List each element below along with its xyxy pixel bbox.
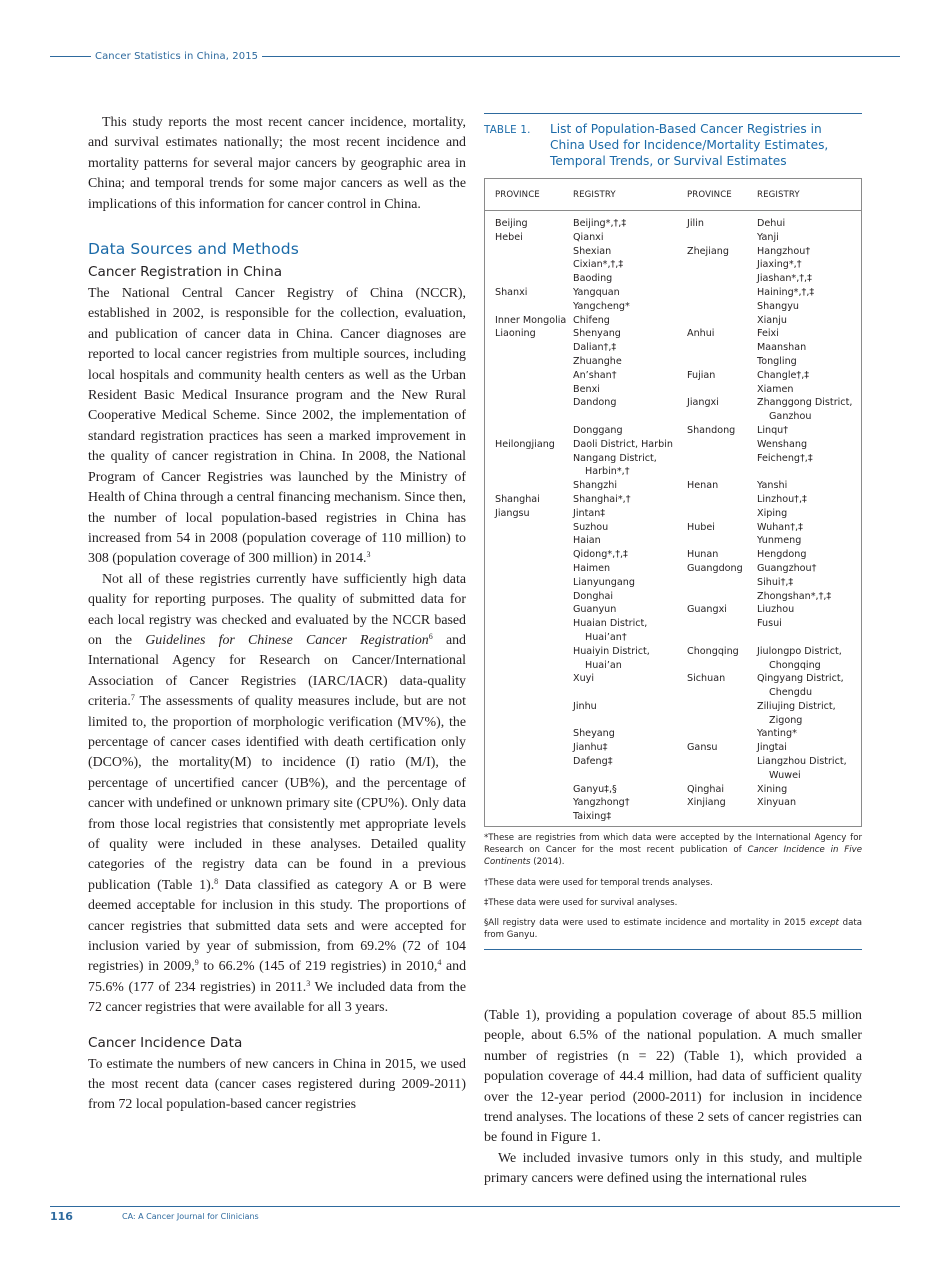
cell-province-2 [687, 576, 757, 590]
cell-registry-1: Qidong*,†,‡ [573, 549, 628, 561]
cell-registry-2: Changle†,‡ [757, 369, 810, 381]
cancer-registration-paragraph-2: Not all of these registries currently have sufficiently high data quality for reporting purposes. The quality of submitted data for each local registry was checked and evaluated by the NCCR based on the Guidelines for Chinese Cancer Registration$^6$ and International Agency for Research on Cancer/International Association of Cancer Registries (IARC/IACR) data-quality criteria.$^7$ The assessments of quality measures include, but are not limited to, the proportion of morphologic verification (MV%), the percentage of cancer cases identified with death certification only (DCO%), the mortality(M) to incidence (I) ratio (M/I), the percentage of uncertified cancer (UB%), and the percentage of cancer with undefined or unknown primary site (CPU%). Only data from those local registries that consistently met appropriate levels of quality were included in these analyses. Detailed quality categories of the registry data can be found in a previous publication (Table 1).$^8$ Data classified as category A or B were deemed acceptable for inclusion in this study. The proportions of cancer registries that submitted data sets and were accepted for inclusion varied by year of submission, from 69.2% (72 of 104 registries) in 2009,$^9$ to 66.2% (145 of 219 registries) in 2010,$^4$ and 75.6% (177 of 234 registries) in 2011.$^3$ We included data from the 72 cancer registries that were available for all 3 years. [88, 571, 467, 1016]
cell-province-2: Sichuan [687, 673, 726, 685]
cell-registry-1: Guanyun [573, 604, 617, 616]
cell-province-2 [687, 659, 757, 673]
table-row [485, 424, 861, 438]
cell-registry-2: Ganzhou [769, 411, 812, 423]
table-row [485, 603, 861, 617]
cell-province-1 [485, 700, 573, 714]
cell-province-1 [485, 617, 573, 631]
table-row [485, 396, 861, 410]
cell-registry-1: Huai’an [585, 659, 622, 671]
table-row [485, 245, 861, 259]
cell-registry-1: Dalian†,‡ [573, 342, 617, 354]
table-1 [484, 113, 862, 950]
cell-province-2 [687, 631, 757, 645]
reference-8[interactable]: 8 [214, 876, 219, 886]
cell-province-1 [485, 452, 573, 466]
cell-province-1 [485, 355, 573, 369]
cell-registry-1: Yangzhong† [573, 797, 630, 809]
cell-province-1: Liaoning [495, 328, 536, 340]
cell-province-2: Xinjiang [687, 797, 726, 809]
cell-province-1 [485, 672, 573, 686]
cell-registry-2: Zigong [769, 714, 803, 726]
cell-registry-1: Haimen [573, 562, 611, 574]
cell-registry-2: Zhanggong District, [757, 397, 853, 409]
table-top-rule [484, 113, 862, 114]
cell-registry-1: Shexian [573, 245, 612, 257]
table-bottom-rule [484, 949, 862, 950]
reference-7[interactable]: 7 [130, 693, 135, 703]
table-row [485, 231, 861, 245]
cell-registry-2: Ziliujing District, [757, 700, 836, 712]
cell-province-1 [485, 272, 573, 286]
cell-province-1 [485, 341, 573, 355]
cell-registry-2: Xianju [757, 314, 787, 326]
cell-province-1: Heilongjiang [495, 438, 555, 450]
cell-registry-1: Huaiyin District, [573, 645, 650, 657]
table-row [485, 769, 861, 783]
table-row [485, 272, 861, 286]
reference-3[interactable]: 3 [366, 550, 371, 560]
table-row [485, 286, 861, 300]
table-row [485, 714, 861, 728]
cell-registry-2: Maanshan [757, 342, 807, 354]
cell-registry-2 [757, 810, 861, 824]
header-province-2: PROVINCE [687, 189, 732, 200]
cell-province-2 [687, 465, 757, 479]
cell-registry-1: Zhuanghe [573, 355, 622, 367]
cell-registry-1: Harbin*,† [585, 466, 630, 478]
cell-province-1 [485, 769, 573, 783]
cell-province-1 [485, 741, 573, 755]
right-column-text [484, 1006, 862, 1190]
cell-registry-2: Xiamen [757, 383, 794, 395]
cell-registry-2: Yanshi [757, 480, 788, 492]
cell-province-2: Henan [687, 480, 719, 492]
cell-province-1: Hebei [495, 231, 523, 243]
cell-registry-1: Suzhou [573, 521, 609, 533]
subsection-heading-cancer-incidence: Cancer Incidence Data [88, 1034, 243, 1051]
table-row [485, 796, 861, 810]
cell-registry-2: Wuhan†,‡ [757, 521, 803, 533]
cell-province-1 [485, 534, 573, 548]
table-row [485, 631, 861, 645]
header-registry-2: REGISTRY [757, 189, 800, 200]
cancer-incidence-paragraph-1: To estimate the numbers of new cancers in China in 2015, we used the most recent data (cancer cases registered during 2009-2011) from 72 local population-based cancer registries [88, 1056, 466, 1113]
footnote-dagger: †These data were used for temporal trends analyses. [484, 877, 713, 888]
cell-registry-2: Wenshang [757, 438, 808, 450]
table-header-row [485, 179, 861, 211]
cell-province-2 [687, 286, 757, 300]
cell-province-1 [485, 576, 573, 590]
cell-province-1 [485, 783, 573, 797]
cell-registry-1: Sheyang [573, 728, 615, 740]
table-row [485, 576, 861, 590]
cell-province-2: Fujian [687, 369, 716, 381]
table-footnotes [484, 832, 862, 950]
cell-province-1 [485, 369, 573, 383]
cell-province-2 [687, 590, 757, 604]
cell-registry-2: Chongqing [769, 659, 821, 671]
cell-registry-1: Haian [573, 535, 601, 547]
cell-province-2 [687, 493, 757, 507]
cell-province-2 [687, 231, 757, 245]
cell-registry-2: Feixi [757, 328, 779, 340]
cell-registry-1: Xuyi [573, 673, 594, 685]
table-body [485, 211, 861, 826]
table-label: TABLE 1. [484, 124, 531, 136]
cell-registry-2: Yanji [757, 231, 779, 243]
cell-registry-1 [573, 686, 687, 700]
cell-province-2 [687, 810, 757, 824]
cell-registry-2: Sihui†,‡ [757, 576, 794, 588]
cell-registry-1 [573, 769, 687, 783]
cell-province-2: Hunan [687, 549, 719, 561]
cell-registry-1: Huai’an† [585, 631, 627, 643]
cell-province-2 [687, 617, 757, 631]
cell-province-1: Beijing [495, 218, 528, 229]
cell-registry-1: Taixing‡ [573, 811, 612, 823]
footnote-double-dagger: ‡These data were used for survival analyses. [484, 897, 678, 908]
intro-paragraph: This study reports the most recent cancer incidence, mortality, and survival estimates nationally; the most recent incidence and mortality patterns for several major cancers by geographic area in China; and temporal trends for some major cancers as well as the implications of this information for cancer control in China. [88, 115, 466, 212]
cell-registry-1: Lianyungang [573, 576, 635, 588]
cell-registry-2: Guangzhou† [757, 562, 817, 574]
running-head-rule-right [262, 56, 900, 57]
subsection-heading-cancer-registration: Cancer Registration in China [88, 264, 283, 281]
table-row [485, 617, 861, 631]
cell-province-1 [485, 465, 573, 479]
table-row [485, 314, 861, 328]
cell-registry-2: Chengdu [769, 687, 813, 699]
cell-registry-2: Linqu† [757, 424, 789, 436]
table-row [485, 534, 861, 548]
footnote-asterisk: *These are registries from which data were accepted by the International Agency for Research on Cancer for the most recent publication of Cancer Incidence in Five Continents (2014). [484, 833, 862, 868]
cell-registry-2: Xining [757, 783, 788, 795]
cell-registry-2 [757, 631, 861, 645]
cell-province-1 [485, 258, 573, 272]
cell-registry-1: Daoli District, Harbin [573, 438, 673, 450]
cell-registry-1: Dandong [573, 397, 617, 409]
cell-registry-2: Shangyu [757, 300, 799, 312]
table-row [485, 217, 861, 231]
table-row [485, 327, 861, 341]
cell-province-2 [687, 727, 757, 741]
reference-3b[interactable]: 3 [306, 978, 311, 988]
cell-province-2 [687, 700, 757, 714]
table-row [485, 479, 861, 493]
cell-province-2 [687, 383, 757, 397]
table-row [485, 783, 861, 797]
cell-province-2: Jilin [687, 218, 704, 229]
right-paragraph-2: We included invasive tumors only in this study, and multiple primary cancers were defined using the international rules [484, 1150, 862, 1187]
table-row [485, 410, 861, 424]
table-row [485, 383, 861, 397]
cell-province-2 [687, 769, 757, 783]
cell-registry-1: Jianhu‡ [573, 742, 608, 754]
cell-province-2: Gansu [687, 742, 718, 754]
cell-province-1 [485, 727, 573, 741]
cell-province-1: Jiangsu [495, 507, 530, 519]
cell-province-2: Shandong [687, 424, 736, 436]
cell-province-1 [485, 810, 573, 824]
journal-name: CA: A Cancer Journal for Clinicians [122, 1212, 259, 1221]
cell-province-1: Inner Mongolia [495, 314, 567, 326]
registry-table [484, 178, 862, 827]
cell-province-2 [687, 355, 757, 369]
footer-rule [50, 1206, 900, 1207]
cell-province-1 [485, 479, 573, 493]
cell-registry-2: Feicheng†,‡ [757, 452, 813, 464]
cell-registry-1: Ganyu‡,§ [573, 783, 617, 795]
cell-registry-1: An’shan† [573, 369, 617, 381]
table-row [485, 727, 861, 741]
cell-registry-1: Nangang District, [573, 452, 657, 464]
table-row [485, 438, 861, 452]
reference-4[interactable]: 4 [437, 958, 442, 968]
cell-registry-2: Jiulongpo District, [757, 645, 842, 657]
cell-registry-1: Shangzhi [573, 480, 618, 492]
table-row [485, 672, 861, 686]
table-row [485, 755, 861, 769]
cell-registry-2: Dehui [757, 218, 786, 229]
cell-registry-1: Huaian District, [573, 618, 648, 630]
cell-registry-1: Donggang [573, 424, 623, 436]
cell-registry-1: Shenyang [573, 328, 621, 340]
section-heading-data-sources: Data Sources and Methods [88, 240, 299, 259]
cell-province-2 [687, 314, 757, 328]
table-row [485, 741, 861, 755]
footnote-section: §All registry data were used to estimate incidence and mortality in 2015 except data from Ganyu. [484, 918, 862, 941]
cancer-registration-paragraph-1: The National Central Cancer Registry of China (NCCR), established in 2002, is responsible for the collection, evaluation, and publication of cancer data in China. Cancer diagnoses are reported to local cancer registries from multiple sources, including local hospitals and community health centers as well as the Urban Resident Basic Medical Insurance program and the New Rural Cooperative Medical Scheme. Since 2002, the implementation of standard registration practices has seen a marked improvement in the quality of cancer registration in China. In 2008, the National Program of Cancer Registries was launched by the Ministry of Health of China through a central financing mechanism. Since then, the number of local population-based registries in China has increased from 54 in 2008 (population coverage of 110 million) to 308 (population coverage of 300 million) in 2014.$^3$ [88, 286, 466, 567]
cell-province-2: Qinghai [687, 783, 725, 795]
table-caption [484, 121, 862, 169]
cell-province-2: Zhejiang [687, 245, 729, 257]
table-row [485, 521, 861, 535]
reference-9[interactable]: 9 [194, 958, 199, 968]
cell-registry-1: Yangcheng* [573, 300, 630, 312]
cell-registry-2: Xinyuan [757, 797, 797, 809]
cell-province-1 [485, 300, 573, 314]
cell-registry-2: Yunmeng [757, 535, 802, 547]
cell-registry-1: Baoding [573, 273, 613, 285]
table-row [485, 700, 861, 714]
table-row [485, 562, 861, 576]
running-head [50, 48, 900, 64]
cell-province-2 [687, 410, 757, 424]
reference-6[interactable]: 6 [428, 631, 433, 641]
cell-registry-1 [573, 714, 687, 728]
cell-registry-1: Shanghai*,† [573, 493, 631, 505]
table-row [485, 810, 861, 824]
cell-registry-1: Beijing*,†,‡ [573, 218, 627, 229]
table-row [485, 645, 861, 659]
cell-registry-2: Liuzhou [757, 604, 795, 616]
cell-province-2 [687, 755, 757, 769]
cell-registry-2: Fusui [757, 618, 782, 630]
right-paragraph-1: (Table 1), providing a population coverage of about 85.5 million people, about 6.5% of the national population. A much smaller number of registries (n = 22) (Table 1), which provided a population coverage of 44.4 million, had data of sufficient quality over the 12-year period (2000-2011) for inclusion in incidence trend analyses. The locations of these 2 sets of cancer registries can be found in Figure 1. [484, 1008, 862, 1146]
cell-province-1 [485, 714, 573, 728]
cell-province-2: Anhui [687, 328, 715, 340]
cell-province-1 [485, 396, 573, 410]
table-row [485, 493, 861, 507]
cell-province-1 [485, 590, 573, 604]
cell-province-2: Guangdong [687, 562, 743, 574]
cell-registry-2: Liangzhou District, [757, 756, 847, 768]
cell-registry-1 [573, 410, 687, 424]
cell-province-2 [687, 341, 757, 355]
cell-registry-2: Zhongshan*,†,‡ [757, 590, 832, 602]
cell-province-2: Hubei [687, 521, 715, 533]
guidelines-title: Guidelines for Chinese Cancer Registration [145, 632, 429, 648]
table-row [485, 659, 861, 673]
table-row [485, 590, 861, 604]
cell-province-2 [687, 272, 757, 286]
table-row [485, 507, 861, 521]
cell-registry-1: Cixian*,†,‡ [573, 259, 624, 271]
running-head-title: Cancer Statistics in China, 2015 [95, 50, 259, 62]
cell-registry-1: Donghai [573, 590, 614, 602]
cell-registry-1: Jintan‡ [573, 507, 606, 519]
table-row [485, 300, 861, 314]
page-footer [50, 1206, 900, 1223]
table-row [485, 686, 861, 700]
cell-registry-2: Haining*,†,‡ [757, 286, 815, 298]
cell-province-2 [687, 507, 757, 521]
cell-province-1 [485, 410, 573, 424]
cell-province-1 [485, 755, 573, 769]
cell-province-2 [687, 300, 757, 314]
cell-registry-2: Hangzhou† [757, 245, 811, 257]
left-column [88, 113, 466, 1116]
table-row [485, 258, 861, 272]
cell-province-2 [687, 258, 757, 272]
cell-province-2: Chongqing [687, 645, 739, 657]
cell-registry-1: Benxi [573, 383, 600, 395]
running-head-rule-left [50, 56, 91, 57]
table-caption-text: List of Population-Based Cancer Registries in China Used for Incidence/Mortality Estimates, Temporal Trends, or Survival Estimates [550, 122, 829, 168]
cell-province-1 [485, 548, 573, 562]
cell-registry-2: Hengdong [757, 549, 807, 561]
cell-province-1: Shanxi [495, 286, 528, 298]
cell-province-2: Jiangxi [687, 397, 719, 409]
table-row [485, 465, 861, 479]
cell-registry-2: Tongling [757, 355, 797, 367]
cell-province-1 [485, 631, 573, 645]
table-row [485, 548, 861, 562]
table-row [485, 369, 861, 383]
cell-province-2 [687, 686, 757, 700]
cell-province-1 [485, 686, 573, 700]
cell-province-1 [485, 796, 573, 810]
cell-province-2: Guangxi [687, 604, 727, 616]
cell-province-1 [485, 659, 573, 673]
page-number: 116 [50, 1210, 73, 1223]
table-row [485, 341, 861, 355]
cell-registry-2: Xiping [757, 507, 788, 519]
cell-registry-2: Linzhou†,‡ [757, 493, 807, 505]
table-row [485, 355, 861, 369]
header-registry-1: REGISTRY [573, 189, 616, 200]
cell-registry-2: Qingyang District, [757, 673, 844, 685]
cell-province-1 [485, 383, 573, 397]
cell-registry-2: Wuwei [769, 769, 801, 781]
table-row [485, 452, 861, 466]
cell-registry-2 [757, 465, 861, 479]
cell-registry-1: Jinhu [573, 700, 597, 712]
cell-registry-2: Jiashan*,†,‡ [757, 273, 812, 285]
cell-province-2 [687, 534, 757, 548]
cell-province-1 [485, 424, 573, 438]
cell-province-1 [485, 645, 573, 659]
cell-province-1: Shanghai [495, 493, 540, 505]
cell-registry-1: Yangquan [573, 286, 620, 298]
cell-province-2 [687, 438, 757, 452]
cell-province-1 [485, 562, 573, 576]
cell-province-1 [485, 603, 573, 617]
cell-registry-1: Chifeng [573, 314, 610, 326]
cell-registry-2: Yanting* [757, 728, 797, 740]
cell-province-2 [687, 452, 757, 466]
cell-province-2 [687, 714, 757, 728]
cell-registry-1: Qianxi [573, 231, 604, 243]
cell-registry-1: Dafeng‡ [573, 756, 613, 768]
cell-registry-2: Jingtai [757, 742, 787, 754]
cell-registry-2: Jiaxing*,† [757, 259, 802, 271]
header-province-1: PROVINCE [495, 189, 540, 200]
cell-province-1 [485, 521, 573, 535]
cell-province-1 [485, 245, 573, 259]
